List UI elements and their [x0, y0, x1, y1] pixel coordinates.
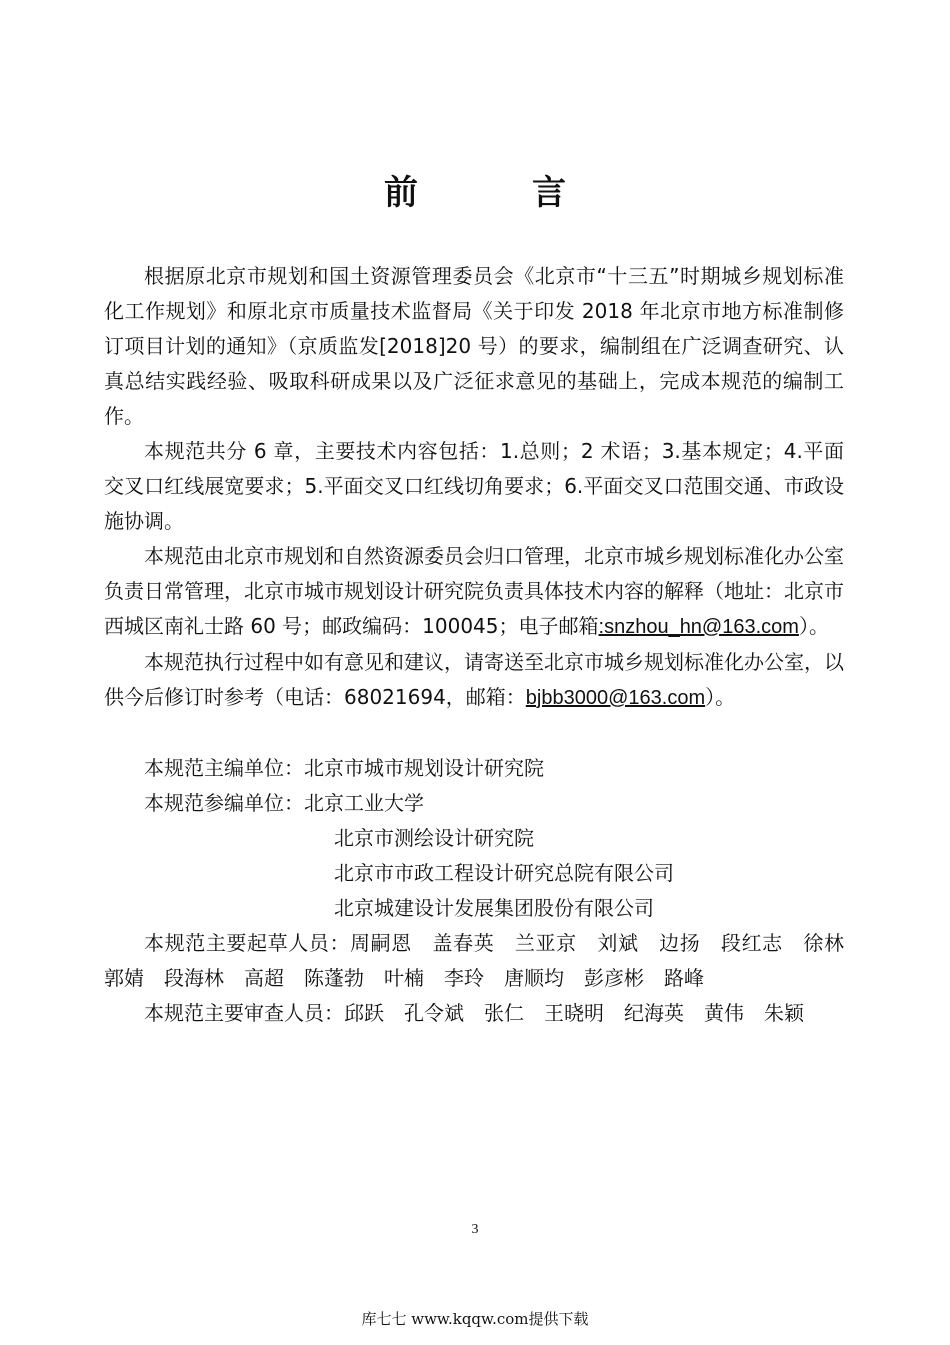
- paragraph-feedback: [104, 645, 844, 716]
- footer-download-note: 库七七 www.kqqw.com提供下载: [361, 1310, 589, 1328]
- management-text: 本规范由北京市规划和自然资源委员会归口管理，北京市城乡规划标准化办公室负责日常管理，北京市城市规划设计研究院负责具体技术内容的解释（地址：北京市西城区南礼士路 60 号；邮政编码：100045；电子邮箱: [104, 544, 844, 638]
- participating-unit-1: 北京工业大学: [304, 791, 424, 815]
- email-link-bjbb[interactable]: bjbb3000@163.com: [525, 687, 706, 709]
- paragraph-background: 根据原北京市规划和国土资源管理委员会《北京市“十三五”时期城乡规划标准化工作规划》和原北京市质量技术监督局《关于印发 2018 年北京市地方标准制修订项目计划的通知》（京质监发[2018]20 号）的要求，编制组在广泛调查研究、认真总结实践经验、吸取科研成果以及广泛征求意见的基础上，完成本规范的编制工作。: [104, 264, 844, 428]
- participating-label: 本规范参编单位：: [144, 791, 304, 815]
- management-text-end: ）。: [798, 614, 829, 638]
- email-link-snzhou[interactable]: :snzhou_hn@163.com: [598, 616, 799, 638]
- chief-unit: 本规范主编单位：北京市城市规划设计研究院: [144, 756, 544, 780]
- page-title: 前 言: [384, 173, 606, 213]
- drafters-list: 本规范主要起草人员：周嗣恩 盖春英 兰亚京 刘斌 边扬 段红志 徐林 郭婧 段海林 高超 陈蓬勃 叶楠 李玲 唐顺均 彭彦彬 路峰: [104, 931, 864, 990]
- participating-unit-first: [104, 786, 844, 821]
- paragraph-management: [104, 539, 844, 645]
- feedback-text-end: ）。: [705, 685, 736, 709]
- paragraph-contents: 本规范共分 6 章，主要技术内容包括：1.总则；2 术语；3.基本规定；4.平面交叉口红线展宽要求；5.平面交叉口红线切角要求；6.平面交叉口范围交通、市政设施协调。: [104, 439, 844, 533]
- participating-unit-4: 北京城建设计发展集团股份有限公司: [334, 896, 654, 920]
- reviewers-list: 本规范主要审查人员：邱跃 孔令斌 张仁 王晓明 纪海英 黄伟 朱颖: [144, 1001, 804, 1025]
- page-number: 3: [471, 1222, 479, 1237]
- participating-unit-2: 北京市测绘设计研究院: [334, 826, 534, 850]
- spacer: [104, 716, 844, 751]
- preface-body: [104, 259, 864, 1031]
- participating-unit-3: 北京市市政工程设计研究总院有限公司: [334, 861, 674, 885]
- feedback-text: 本规范执行过程中如有意见和建议，请寄送至北京市城乡规划标准化办公室，以供今后修订时参考（电话：68021694，邮箱：: [104, 650, 844, 709]
